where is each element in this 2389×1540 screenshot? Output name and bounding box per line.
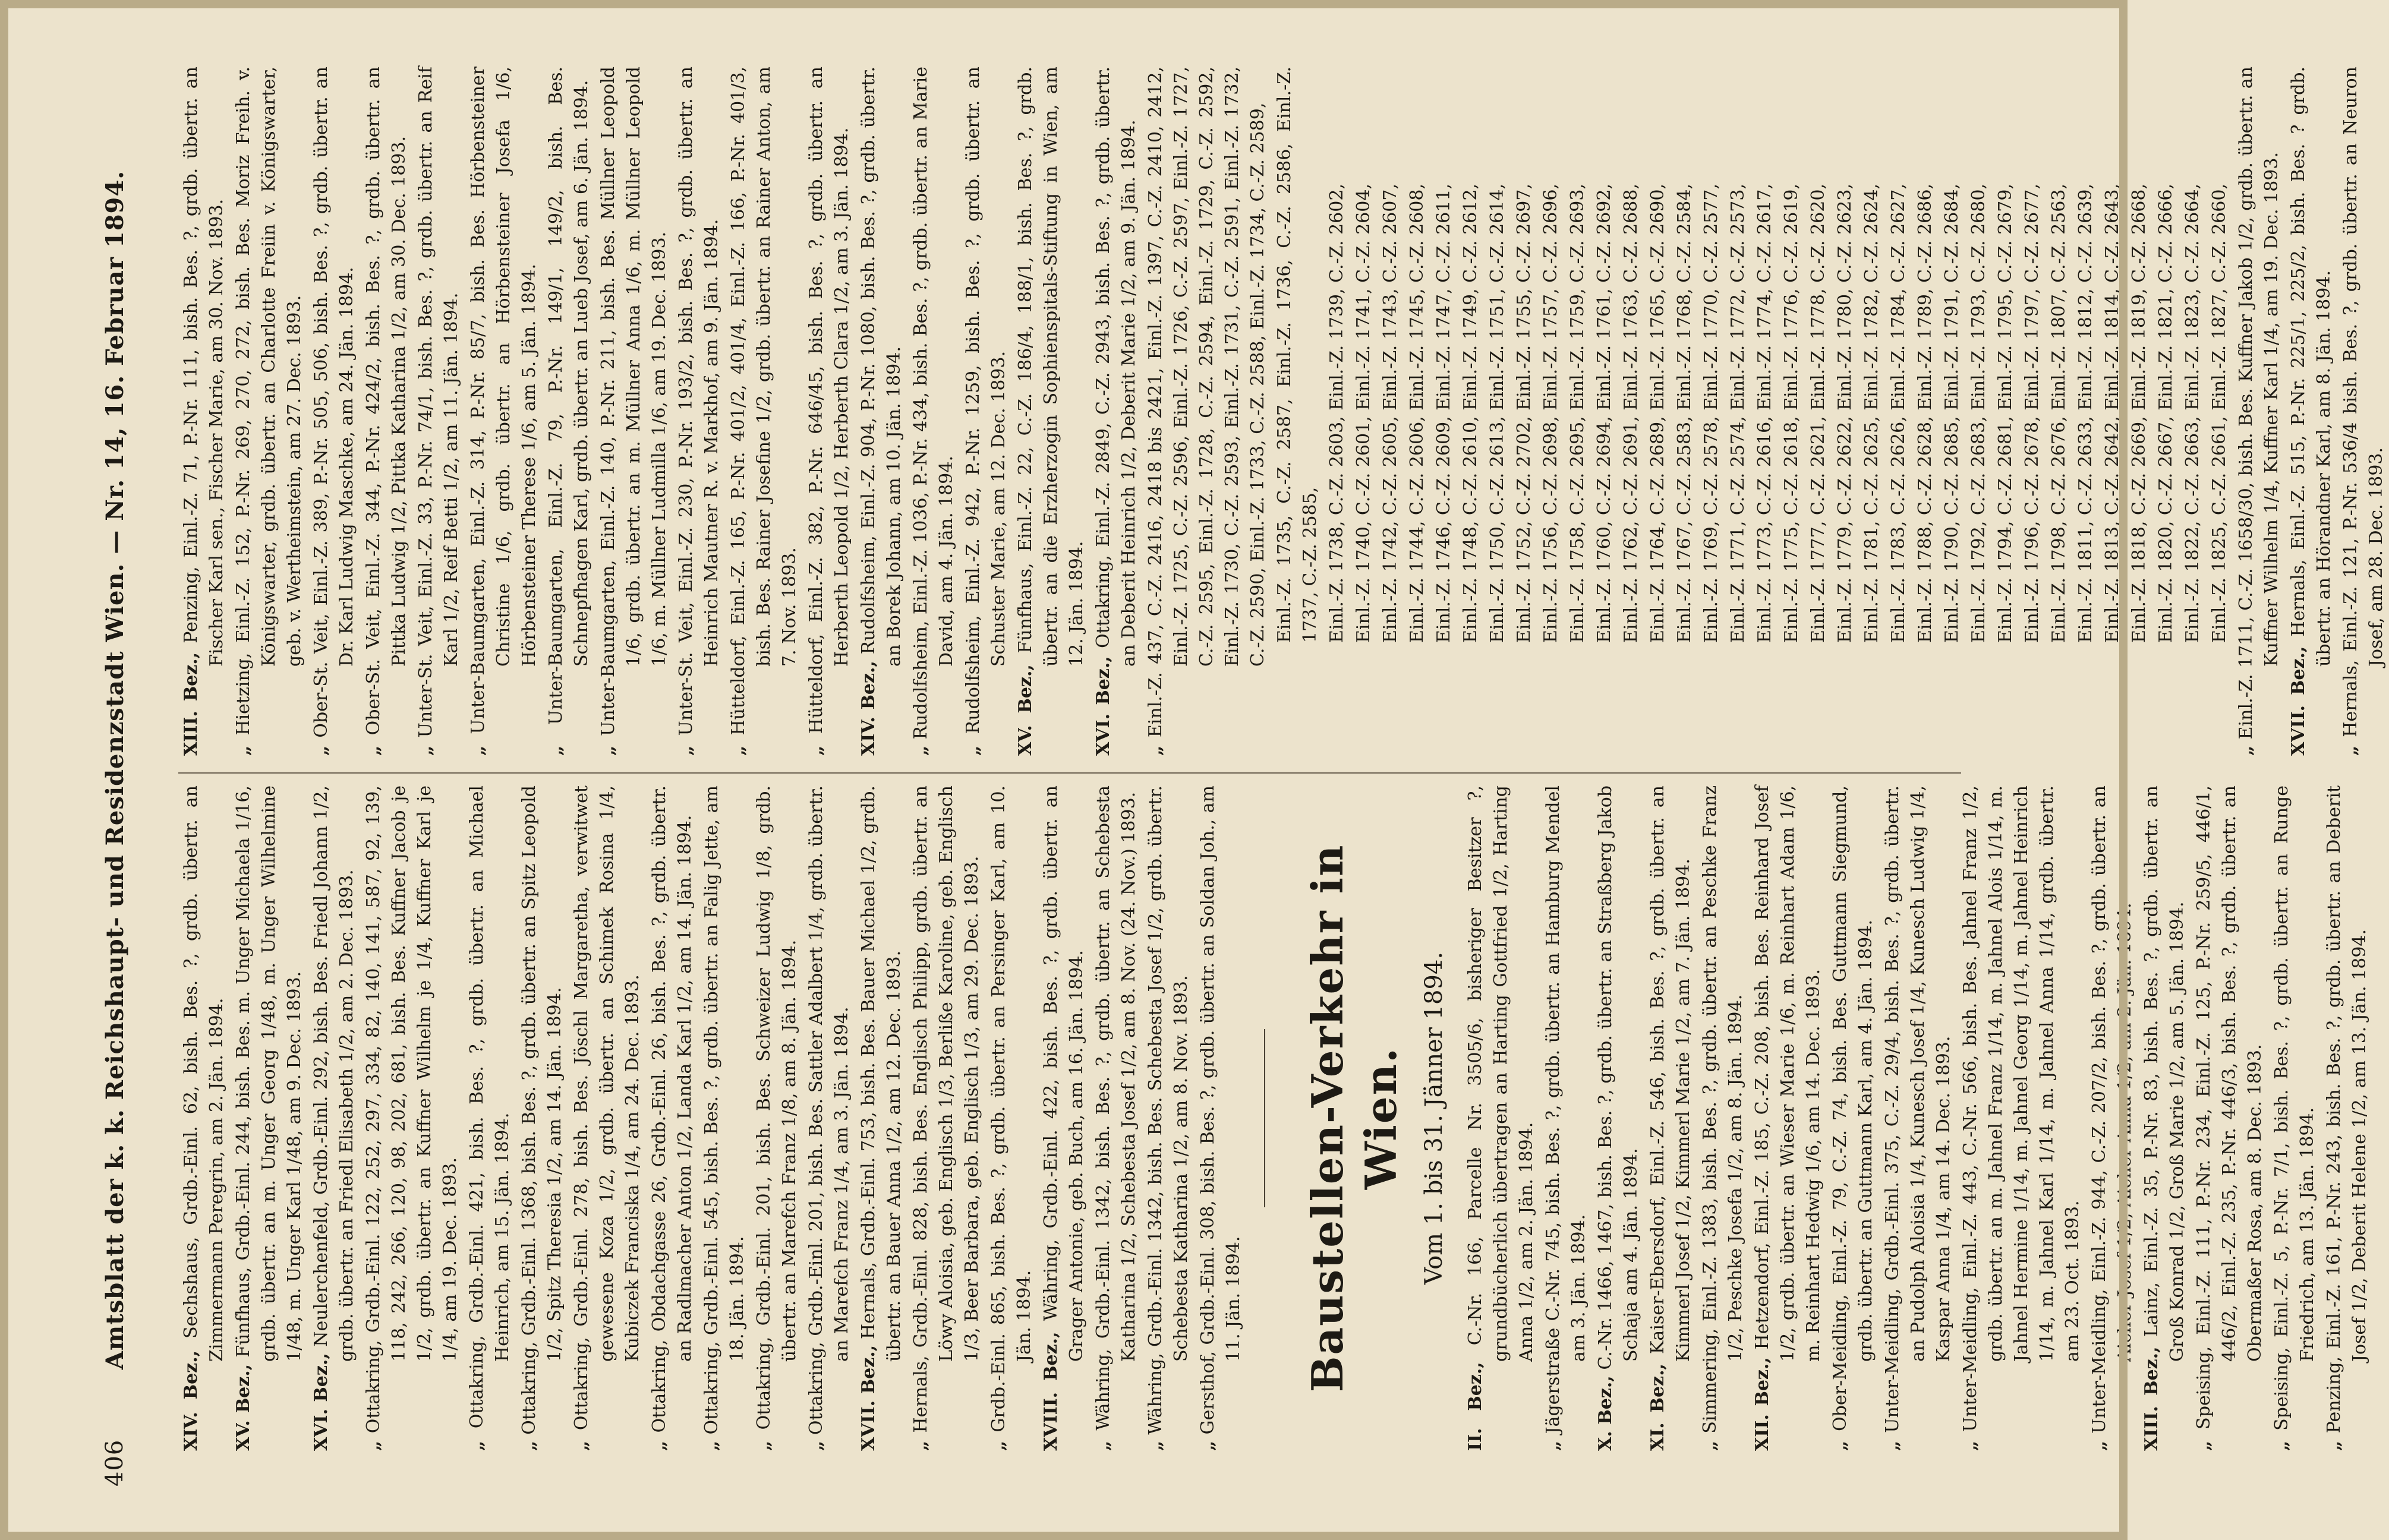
district-label: XIV. Bez., xyxy=(858,661,879,756)
ledger-row: Einl.-Z. 1796, C.-Z. 2678, Einl.-Z. 1797, C.-Z. 2677, xyxy=(2022,184,2043,643)
entry-text: Einl.-Z. 437, C.-Z. 2416, 2418 bis 2421, Einl.-Z. 1397, C.-Z. 2410, 2412, Einl.-Z. 1725, C.-Z. 2596, Einl.-Z. 1726, C.-Z. 2597, Einl.-Z. 1727, C.-Z. 2595, Einl.-Z. 1728, C.-Z. 2594, Einl.-Z. 1729, C.-Z. 2592, Einl.-Z. 1730, C.-Z. 2593, Einl.-Z. 1731, C.-Z. 2591, Einl.-Z. 1732, C.-Z. 2590, Einl.-Z. 1733, C.-Z. 2588, Einl.-Z. 1734, C.-Z. 2589, xyxy=(1145,67,1268,738)
ledger-row: Einl.-Z. 1752, C.-Z. 2702, Einl.-Z. 1755, C.-Z. 2697, xyxy=(1514,184,1534,643)
ledger-row: Einl.-Z. 1820, C.-Z. 2667, Einl.-Z. 1821, C.-Z. 2666, xyxy=(2155,184,2176,643)
ledger-row: Einl.-Z. 1762, C.-Z. 2691, Einl.-Z. 1763, C.-Z. 2688, xyxy=(1621,184,1641,643)
register-entry xyxy=(361,67,412,756)
entry-text: Hütteldorf, Einl.-Z. 165, P.-Nr. 401/2, 401/4, Einl.-Z. 166, P.-Nr. 401/3, bish. Bes. Rainer Josefine 1/2, grdb. übertr. an Rainer Anton, am 7. Nov. 1893. xyxy=(728,67,800,736)
ledger-row: Einl.-Z. 1738, C.-Z. 2603, Einl.-Z. 1739, C.-Z. 2602, xyxy=(1326,184,1347,643)
entry-text: Währing, Grdb.-Einl. 1342, bish. Bes. Schebesta Josef 1/2, grdb. übertr. Schebesta Katharina 1/2, am 8. Nov. 1893. xyxy=(1145,785,1192,1435)
district-label: „ xyxy=(467,1440,487,1451)
register-entry xyxy=(231,785,307,1451)
register-entry xyxy=(569,785,645,1451)
district-label: XII. Bez., xyxy=(1752,1357,1773,1451)
ledger-row: Einl.-Z. 1792, C.-Z. 2683, Einl.-Z. 1793, C.-Z. 2680, xyxy=(1968,184,1989,643)
ledger-row: Einl.-Z. 1740, C.-Z. 2601, Einl.-Z. 1741, C.-Z. 2604, xyxy=(1353,184,1374,643)
district-label: „ xyxy=(415,745,436,756)
ledger-row: Einl.-Z. 1760, C.-Z. 2694, Einl.-Z. 1761, C.-Z. 2692, xyxy=(1594,184,1615,643)
entry-text: Ottakring, Grdb.-Einl. 122, 252, 297, 334, 82, 140, 141, 587, 92, 139, 118, 242, 266, 120, 98, 202, 681, bish. Bes. Kuffner Jacob je 1/2, grdb. übertr. an Kuffner Wilhelm je 1/4, Kuffner Karl je 1/4, am 19. Dec. 1893. xyxy=(363,785,461,1434)
entry-text: Hernals, Einl.-Z. 515, P.-Nr. 225/1, 225/2, bish. Bes. ? grdb. übertr. an Hörandner Karl, am 8. Jän. 1894. xyxy=(2288,67,2334,667)
register-entry xyxy=(726,67,802,756)
entry-text: Unter-Meidling, Einl.-Z. 443, C.-Nr. 566, bish. Bes. Jahnel Franz 1/2, grdb. übertr. an m. Jahnel Franz 1/14, m. Jahnel Alois 1/14, m. Jahnel Hermine 1/14, m. Jahnel Georg 1/14, m. Jahnel Heinrich 1/14, m. Jahnel Karl 1/14, m. Jahnel Anna 1/14, grdb. übertr. am 23. Oct. 1893. xyxy=(1960,785,2083,1432)
ledger-row: Einl.-Z. 1790, C.-Z. 2685, Einl.-Z. 1791, C.-Z. 2684, xyxy=(1942,184,1962,643)
district-label: „ xyxy=(701,1440,722,1451)
ledger-row: Einl.-Z. 1771, C.-Z. 2574, Einl.-Z. 1772, C.-Z. 2573, xyxy=(1728,184,1748,643)
district-label: „ xyxy=(963,745,984,756)
district-label: „ xyxy=(988,1440,1009,1451)
entry-text: Hietzing, Einl.-Z. 152, P.-Nr. 269, 270, 272, bish. Bes. Moriz Freih. v. Königswarter, grdb. übertr. an Charlotte Freiin v. Königswarter, geb. v. Wertheimstein, am 27. Dec. 1893. xyxy=(233,67,305,736)
section-title: Baustellen-Verkehr in Wien. xyxy=(1302,844,1406,1393)
ledger-row: Einl.-Z. 1775, C.-Z. 2618, Einl.-Z. 1776, C.-Z. 2619, xyxy=(1781,184,1802,643)
district-label: „ xyxy=(363,1440,384,1451)
register-entry xyxy=(308,785,360,1451)
baustellen-entry xyxy=(1463,785,1539,1451)
entry-text: C.-Nr. 166, Parcelle Nr. 3505/6, bisheriger Besitzer ?, grundbücherlich übertragen an Harting Gottfried 1/2, Harting Anna 1/2, am 2. Jän. 1894. xyxy=(1465,785,1537,1362)
entry-text: Gersthof, Grdb.-Einl. 308, bish. Bes. ?, grdb. übertr. an Soldan Joh., am 11. Jän. 1894. xyxy=(1197,785,1244,1435)
register-entry xyxy=(516,785,568,1451)
ledger-row: Einl.-Z. 1798, C.-Z. 2676, Einl.-Z. 1807, C.-Z. 2563, xyxy=(2048,184,2069,643)
ledger-row: Einl.-Z. 1773, C.-Z. 2616, Einl.-Z. 1774, C.-Z. 2617, xyxy=(1754,184,1775,643)
ledger-row: Einl.-Z. 1764, C.-Z. 2689, Einl.-Z. 1765, C.-Z. 2690, xyxy=(1647,184,1668,643)
baustellen-entry xyxy=(2087,785,2138,1451)
register-entry xyxy=(595,67,672,756)
entry-text: Jägerstraße C.-Nr. 745, bish. Bes. ?, grdb. übertr. an Hamburg Mendel am 3. Jän. 1894. xyxy=(1543,785,1589,1434)
district-label: „ xyxy=(2324,1440,2344,1451)
column-divider xyxy=(178,772,1961,774)
register-entry xyxy=(1091,67,1142,756)
register-entry xyxy=(803,785,855,1451)
ledger-row: Einl.-Z. 1788, C.-Z. 2628, Einl.-Z. 1789, C.-Z. 2686, xyxy=(1915,184,1936,643)
baustellen-entry xyxy=(1593,785,1644,1451)
district-label: XV. Bez., xyxy=(233,1364,254,1451)
ledger-row: Einl.-Z. 1746, C.-Z. 2609, Einl.-Z. 1747, C.-Z. 2611, xyxy=(1433,184,1454,643)
register-entry xyxy=(308,67,360,756)
entry-text: Ottakring, Grdb.-Einl. 1368, bish. Bes. ?, grdb. übertr. an Spitz Leopold 1/2, Spitz Theresia 1/2, am 14. Jän. 1894. xyxy=(519,785,565,1435)
district-label: „ xyxy=(519,1440,540,1451)
district-label: „ xyxy=(546,745,566,756)
entry-text: Währing, Grdb.-Einl. 1342, bish. Bes. ?, grdb. übertr. an Schebesta Katharina 1/2, Schebesta Josef 1/2, am 8. Nov. (24. Nov.) 1893. xyxy=(1093,785,1139,1431)
ledger-row: Einl.-Z. 1781, C.-Z. 2625, Einl.-Z. 1782, C.-Z. 2624, xyxy=(1861,184,1882,643)
entry-text: Hütteldorf, Einl.-Z. 382, P.-Nr. 646/45, bish. Bes. ?, grdb. übertr. an Herberth Leopold 1/2, Herberth Clara 1/2, am 3. Jän. 1894. xyxy=(806,67,852,734)
baustellen-entry xyxy=(2321,785,2372,1451)
district-label: „ xyxy=(754,1440,774,1451)
entry-text: Unter-Meidling, Einl.-Z. 944, C.-Z. 207/2, bish. Bes. ?, grdb. übertr. an Aicher Josef 1/2, Aicher Anna 1/2, am 2. Jän. 1894. xyxy=(2089,785,2135,1434)
page-header xyxy=(101,53,143,1487)
district-label: XVII. Bez., xyxy=(2288,646,2309,756)
ledger-row: Einl.-Z. 1750, C.-Z. 2613, Einl.-Z. 1751, C.-Z. 2614, xyxy=(1487,184,1508,643)
ledger-row: Einl.-Z. 1811, C.-Z. 2633, Einl.-Z. 1812, C.-Z. 2639, xyxy=(2075,184,2096,643)
page-title: Amtsblatt der k. k. Reichshaupt- und Residenzstadt Wien. — Nr. 14, 16. Februar 1894. xyxy=(101,170,129,1370)
entry-text: Unter-Baumgarten, Einl.-Z. 79, P.-Nr. 149/1, 149/2, bish. Bes. Schnepfhagen Karl, grdb. übertr. an Lueb Josef, am 6. Jän. 1894. xyxy=(546,67,592,725)
district-label: „ xyxy=(910,1440,931,1451)
ledger-row: Einl.-Z. 1813, C.-Z. 2642, Einl.-Z. 1814, C.-Z. 2643, xyxy=(2102,184,2123,643)
district-label: „ xyxy=(363,745,384,756)
district-label: „ xyxy=(1197,1440,1218,1451)
register-entry xyxy=(908,785,985,1451)
register-entry xyxy=(1038,785,1089,1451)
baustellen-entry xyxy=(1750,785,1826,1451)
register-entry xyxy=(413,67,464,756)
district-label: „ xyxy=(2236,745,2256,756)
entry-text: Ottakring, Grdb.-Einl. 545, bish. Bes. ?, grdb. übertr. an Falig Jette, am 18. Jän. 1894. xyxy=(701,785,748,1435)
entry-text: Fünfhaus, Einl.-Z. 22, C.-Z. 186/4, 188/1, bish. Bes. ?, grdb. übertr. an die Erzherzogin Sophienspitals-Stiftung in Wien, am 12. Jän. 1894. xyxy=(1015,67,1087,667)
district-label: „ xyxy=(598,745,619,756)
ledger-row: Einl.-Z. 1779, C.-Z. 2622, Einl.-Z. 1780, C.-Z. 2623, xyxy=(1835,184,1855,643)
ledger-row: Einl.-Z. 1825, C.-Z. 2661, Einl.-Z. 1827, C.-Z. 2660, xyxy=(2209,184,2230,643)
ledger-row: Einl.-Z. 1822, C.-Z. 2663, Einl.-Z. 1823, C.-Z. 2664, xyxy=(2182,184,2203,643)
entry-text: Rudolfsheim, Einl.-Z. 942, P.-Nr. 1259, bish. Bes. ?, grdb. übertr. an Schuster Marie, am 12. Dec. 1893. xyxy=(963,67,1009,734)
register-entry xyxy=(803,67,855,756)
ledger-row: Einl.-Z. 1794, C.-Z. 2681, Einl.-Z. 1795, C.-Z. 2679, xyxy=(1995,184,2016,643)
entry-text: Sechshaus, Grdb.-Einl. 62, bish. Bes. ?, grdb. übertr. an Zimmermann Peregrin, am 2. Jän. 1894. xyxy=(181,785,227,1362)
district-label: XV. Bez., xyxy=(1015,664,1036,756)
entry-text: Fünfhaus, Grdb.-Einl. 244, bish. Bes. m. Unger Michaela 1/16, grdb. übertr. an m. Unger Georg 1/48, m. Unger Wilhelmine 1/48, m. Unger Karl 1/48, am 9. Dec. 1893. xyxy=(233,785,305,1362)
entry-text: Ober-Meidling, Einl.-Z. 79, C.-Z. 74, bish. Bes. Guttmann Siegmund, grdb. übertr. an Guttmann Karl, am 4. Jän. 1894. xyxy=(1830,785,1876,1431)
register-entry xyxy=(178,67,229,756)
ledger-row: Einl.-Z. 1748, C.-Z. 2610, Einl.-Z. 1749, C.-Z. 2612, xyxy=(1460,184,1481,643)
page-number: 406 xyxy=(101,1439,128,1487)
district-label: „ xyxy=(1830,1440,1851,1451)
register-entry xyxy=(231,67,307,756)
entry-text: Hernals, Grdb.-Einl. 753, bish. Bes. Bauer Michael 1/2, grdb. übertr. an Bauer Anna 1/2, am 12. Dec. 1893. xyxy=(858,785,904,1362)
entry-text: Unter-Baumgarten, Einl.-Z. 314, P.-Nr. 85/7, bish. Bes. Hörbensteiner Christine 1/6, grdb. übertr. an Hörbensteiner Josefa 1/6, Hörbensteiner Therese 1/6, am 5. Jän. 1894. xyxy=(468,67,540,734)
register-entry xyxy=(1195,785,1246,1451)
district-label: „ xyxy=(1145,745,1166,756)
entry-text: Unter-Meidling, Grdb.-Einl. 375, C.-Z. 29/4, bish. Bes. ?, grdb. übertr. an Pudolph Aloisia 1/4, Kunesch Josef 1/4, Kunesch Ludwig 1/4, Kaspar Anna 1/4, am 14. Dec. 1893. xyxy=(1882,785,1954,1433)
district-label: „ xyxy=(2089,1440,2110,1451)
entry-text: Ottakring, Obdachgasse 26, Grdb.-Einl. 26, bish. Bes. ?, grdb. übertr. an Radlmacher Anton 1/2, Landa Karl 1/2, am 14. Jän. 1894. xyxy=(649,785,695,1433)
entry-text: Ottakring, Grdb.-Einl. 278, bish. Bes. Jöschl Margaretha, verwitwet gewesene Koza 1/2, grdb. übertr. an Schimek Rosina 1/4, Kubiczek Franciska 1/4, am 24. Dec. 1893. xyxy=(571,785,643,1431)
district-label: „ xyxy=(1145,1440,1166,1451)
register-entry xyxy=(1143,785,1194,1451)
entry-text: Ottakring, Einl.-Z. 2849, C.-Z. 2943, bish. Bes. ?, grdb. übertr. an Deberit Heinrich 1/2, Deberit Marie 1/2, am 9. Jän. 1894. xyxy=(1093,66,1139,667)
entry-text: Hetzendorf, Einl.-Z. 185, C.-Z. 208, bish. Bes. Reinhard Josef 1/2, grdb. übertr. an Wieser Marie 1/6, m. Reinhart Adam 1/6, m. Reinhart Hedwig 1/6, am 14. Dec. 1893. xyxy=(1752,785,1824,1362)
baustellen-entry xyxy=(1540,785,1591,1451)
district-label: „ xyxy=(676,745,696,756)
left-column xyxy=(178,785,2370,1451)
entry-text: Einl.-Z. 1711, C.-Z. 1658/30, bish. Bes. Kuffner Jakob 1/2, grdb. übertr. an Kuffner Wilhelm 1/4, Kuffner Karl 1/4, am 19. Dec. 1893. xyxy=(2236,67,2282,740)
entry-text: C.-Nr. 1466, 1467, bish. Bes. ?, grdb. übertr. an Straßberg Jakob Schaja am 4. Jän. 1894. xyxy=(1595,785,1641,1370)
register-entry xyxy=(751,785,802,1451)
entry-text: Neulerchenfeld, Grdb.-Einl. 292, bish. Bes. Friedl Johann 1/2, grdb. übertr. an Friedl Elisabeth 1/2, am 2. Dec. 1893. xyxy=(311,785,357,1362)
entry-text: Simmering, Einl.-Z. 1383, bish. Bes. ?, grdb. übertr. an Peschke Franz 1/2, Peschke Josefa 1/2, am 8. Jän. 1894. xyxy=(1700,785,1746,1434)
district-label: „ xyxy=(1093,1440,1114,1451)
entry-text: Speising, Einl.-Z. 5, P.-Nr. 7/1, bish. Bes. ?, grdb. übertr. an Runge Friedrich, am 13. Jän. 1894. xyxy=(2271,785,2318,1431)
ledger-row: Einl.-Z. 1777, C.-Z. 2621, Einl.-Z. 1778, C.-Z. 2620, xyxy=(1808,184,1829,643)
district-label: „ xyxy=(1700,1440,1720,1451)
entry-text: Rudolfsheim, Einl.-Z. 1036, P.-Nr. 434, bish. Bes. ?, grdb. übertr. an Marie David, am 4. Jän. 1894. xyxy=(910,67,957,740)
district-label: XIII. Bez., xyxy=(181,652,201,756)
ledger-row: Einl.-Z. 1818, C.-Z. 2669, Einl.-Z. 1819, C.-Z. 2668, xyxy=(2129,184,2150,643)
register-entry xyxy=(986,785,1037,1451)
district-label: „ xyxy=(2271,1440,2292,1451)
entry-text: Penzing, Einl.-Z. 161, P.-Nr. 243, bish. Bes. ?, grdb. übertr. an Deberit Josef 1/2, Deberit Helene 1/2, am 13. Jän. 1894. xyxy=(2324,785,2370,1434)
register-entry xyxy=(2286,67,2337,756)
district-label: „ xyxy=(806,1440,827,1451)
entry-text: Hernals, Einl.-Z. 121, P.-Nr. 536/4 bish. Bes. ?, grdb. übertr. an Neuron Josef, am 28. Dec. 1893. xyxy=(2340,67,2387,737)
register-entry xyxy=(647,785,698,1451)
register-entry xyxy=(1013,67,1089,756)
baustellen-entry xyxy=(2139,785,2190,1451)
district-label: XVI. Bez., xyxy=(311,1353,332,1451)
entry-text: Ottakring, Grdb.-Einl. 421, bish. Bes. ?, grdb. übertr. an Michael Heinrich, am 15. Jän. 1894. xyxy=(467,785,513,1429)
baustellen-entry xyxy=(1827,785,1879,1451)
entry-text: Ober-St. Veit, Einl.-Z. 389, P.-Nr. 505, 506, bish. Bes. ?, grdb. übertr. an Dr. Karl Ludwig Maschke, am 24. Jän. 1894. xyxy=(311,67,357,738)
baustellen-entry xyxy=(1645,785,1696,1451)
entry-text: Grdb.-Einl. 865, bish. Bes. ?, grdb. übertr. an Persinger Karl, am 10. Jän. 1894. xyxy=(988,785,1035,1432)
entry-text: Ottakring, Grdb.-Einl. 201, bish. Bes. Sattler Adalbert 1/4, grdb. übertr. an Marefch Franz 1/4, am 3. Jän. 1894. xyxy=(806,785,852,1435)
baustellen-entry xyxy=(2269,785,2320,1451)
register-entry xyxy=(673,67,724,756)
district-label: II. Bez., xyxy=(1465,1362,1486,1451)
ledger-row: Einl.-Z. 1769, C.-Z. 2578, Einl.-Z. 1770, C.-Z. 2577, xyxy=(1701,184,1722,643)
district-label: XVII. Bez., xyxy=(858,1345,879,1451)
register-entry xyxy=(1091,785,1142,1451)
section-divider xyxy=(1264,1029,1265,1207)
register-entry xyxy=(856,67,907,756)
district-label: „ xyxy=(910,745,931,756)
district-label: „ xyxy=(806,745,827,756)
district-label: XIV. Bez., xyxy=(181,1350,201,1451)
district-label: „ xyxy=(649,1440,670,1451)
register-entry xyxy=(856,785,907,1451)
entry-text: Unter-Baumgarten, Einl.-Z. 140, P.-Nr. 211, bish. Bes. Müllner Leopold 1/6, grdb. übertr. an m. Müllner Anna 1/6, m. Müllner Leopold 1/6, m. Müllner Ludmilla 1/6, am 19. Dec. 1893. xyxy=(598,67,670,736)
ledger-row: Einl.-Z. 1783, C.-Z. 2626, Einl.-Z. 1784, C.-Z. 2627, xyxy=(1888,184,1909,643)
district-label: XVIII. Bez., xyxy=(1041,1331,1061,1451)
entry-text: Speising, Einl.-Z. 111, P.-Nr. 234, Einl.-Z. 125, P.-Nr. 259/5, 446/1, 446/2, Einl.-Z. 235, P.-Nr. 446/3, bish. Bes. ?, grdb. übertr. an Obermaßer Rosa, am 8. Dec. 1893. xyxy=(2193,785,2265,1429)
district-label: X. Bez., xyxy=(1595,1375,1616,1451)
register-entry xyxy=(361,785,463,1451)
baustellen-entry xyxy=(1697,785,1748,1451)
entry-text: Ober-St. Veit, Einl.-Z. 344, P.-Nr. 424/2, bish. Bes. ?, grdb. übertr. an Pittka Ludwig 1/2, Pittka Katharina 1/2, am 30. Dec. 1893. xyxy=(363,67,409,736)
district-label: „ xyxy=(728,745,749,756)
baustellen-entry xyxy=(1958,785,2085,1451)
baustellen-entry xyxy=(2191,785,2268,1451)
entry-text: Lainz, Einl.-Z. 35, P.-Nr. 83, bish. Bes. ?, grdb. übertr. an Groß Konrad 1/2, Groß Marie 1/2, am 5. Jän. 1894. xyxy=(2141,785,2188,1362)
district-label: „ xyxy=(233,745,254,756)
district-label: „ xyxy=(468,745,488,756)
entry-text: Penzing, Einl.-Z. 71, P.-Nr. 111, bish. Bes. ?, grdb. übertr. an Fischer Karl sen., Fischer Marie, am 30. Nov. 1893. xyxy=(181,67,227,667)
entry-text: Kaiser-Ebersdorf, Einl.-Z. 546, bish. Bes. ?, grdb. übertr. an Kimmerl Josef 1/2, Kimmerl Marie 1/2, am 7. Jän. 1894. xyxy=(1647,785,1694,1362)
entry-text: Währing, Grdb.-Einl. 422, bish. Bes. ?, grdb. übertr. an Grager Antonie, geb. Buch, am 16. Jän. 1894. xyxy=(1041,785,1087,1362)
register-entry xyxy=(908,67,959,756)
district-label: XVI. Bez., xyxy=(1093,656,1114,756)
entry-text: Unter-St. Veit, Einl.-Z. 33, P.-Nr. 74/1, bish. Bes. ?, grdb. übertr. an Reif Karl 1/2, Reif Betti 1/2, am 11. Jän. 1894. xyxy=(415,67,462,738)
ledger-row: Einl.-Z. 1756, C.-Z. 2698, Einl.-Z. 1757, C.-Z. 2696, xyxy=(1540,184,1561,643)
register-entry xyxy=(464,785,515,1451)
register-entry xyxy=(960,67,1011,756)
right-column xyxy=(178,66,2387,756)
register-entry xyxy=(178,785,229,1451)
register-entry xyxy=(699,785,750,1451)
district-label: „ xyxy=(311,745,332,756)
district-label: „ xyxy=(2193,1440,2214,1451)
section-subtitle: Vom 1. bis 31. Jänner 1894. xyxy=(1420,951,1448,1285)
register-entry xyxy=(2233,67,2284,756)
register-entry xyxy=(465,67,542,756)
entry-text: Ottakring, Grdb.-Einl. 201, bish. Bes. Schweizer Ludwig 1/8, grdb. übertr. an Marefch Franz 1/8, am 8. Jän. 1894. xyxy=(754,785,800,1430)
district-label: „ xyxy=(1543,1440,1564,1451)
district-label: „ xyxy=(1960,1440,1981,1451)
baustellen-entry xyxy=(1880,785,1956,1451)
register-entry xyxy=(1143,67,1271,756)
district-label: XI. Bez., xyxy=(1647,1364,1668,1451)
register-entry xyxy=(543,67,594,756)
district-label: XIII. Bez., xyxy=(2141,1346,2162,1451)
ledger-row: Einl.-Z. 1758, C.-Z. 2695, Einl.-Z. 1759, C.-Z. 2693, xyxy=(1567,184,1588,643)
district-label: „ xyxy=(1882,1440,1903,1451)
district-label: „ xyxy=(2340,745,2361,756)
entry-text: Hernals, Grdb.-Einl. 828, bish. Bes. Englisch Philipp, grdb. übertr. an Löwy Aloisia, geb. Englisch 1/3, Berliße Karoline, geb. Englisch 1/3, Beer Barbara, geb. Englisch 1/3, am 29. Dec. 1893. xyxy=(910,785,982,1433)
district-label: „ xyxy=(571,1440,592,1451)
entry-text: Rudolfsheim, Einl.-Z. 904, P.-Nr. 1080, bish. Bes. ?, grdb. übertr. an Borek Johann, am 10. Jän. 1894. xyxy=(858,67,904,667)
ledger-row: Einl.-Z. 1742, C.-Z. 2605, Einl.-Z. 1743, C.-Z. 2607, xyxy=(1380,184,1401,643)
ledger-row: Einl.-Z. 1767, C.-Z. 2583, Einl.-Z. 1768, C.-Z. 2584, xyxy=(1674,184,1695,643)
entry-text: Unter-St. Veit, Einl.-Z. 230, P.-Nr. 193/2, bish. Bes. ?, grdb. übertr. an Heinrich Mautner R. v. Markhof, am 9. Jän. 1894. xyxy=(676,67,722,736)
register-entry xyxy=(2338,67,2389,756)
ledger-row: Einl.-Z. 1744, C.-Z. 2606, Einl.-Z. 1745, C.-Z. 2608, xyxy=(1407,184,1427,643)
ledger-row: Einl.-Z. 1735, C.-Z. 2587, Einl.-Z. 1736, C.-Z. 2586, Einl.-Z. 1737, C.-Z. 2585, xyxy=(1274,67,1320,643)
